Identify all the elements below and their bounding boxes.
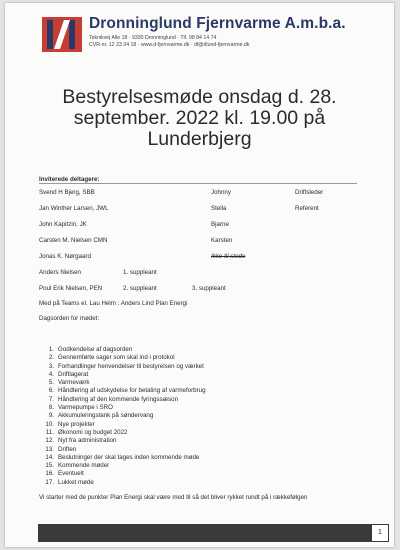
agenda-heading: Dagsorden for mødet: bbox=[39, 315, 100, 322]
suppleant-name: Poul Erik Nielsen, PEN bbox=[39, 285, 103, 292]
attendee-absent-note: Ikke til stede bbox=[211, 253, 246, 260]
meeting-title-line1: Bestyrelsesmøde onsdag d. 28. bbox=[62, 86, 337, 108]
attendee-role: Driftsleder bbox=[295, 189, 324, 196]
footer-bar bbox=[38, 524, 371, 542]
suppleant-name: Anders Nielsen bbox=[39, 269, 81, 276]
company-name: Dronninglund Fjernvarme A.m.b.a. bbox=[89, 15, 346, 32]
company-address: Teknikvej Alle 18 · 9330 Dronninglund · Tlf. 98 84 14 74 bbox=[89, 35, 217, 41]
teams-participants: Med på Teams el. Lau Helm : Anders Lind Plan Energi bbox=[39, 300, 188, 307]
document-page: Dronninglund Fjernvarme A.m.b.a. Teknikvej Alle 18 · 9330 Dronninglund · Tlf. 98 84 14 74 CVR-nr. 12 23 34 18 · www.d-fjernvarme.dk · df@dlund-fjernvarme.dk Bestyrelsesmøde onsdag d. 28. september. 2022 kl. 19.00 på Lunderbjerg Inviterede deltagere: Svend H Bjerg, SBB Johnny Driftsleder Jan Winther Larsen, JWL Stella Referent John Kapitzin, JK Bjarne Carsten M. Nielsen CMN Karsten Jonas K. Nørgaard Ikke til stede Anders Nielsen 1. suppleant Poul Erik Nielsen, PEN 2. suppleant 3. suppleant Med på Teams el. Lau Helm : Anders Lind Plan Energi Dagsorden for mødet: 1. Godkendelse af dagsorden 2. Gennemførte sager som skal ind i protokol 3. Forhandlinger henvendelser til bestyrelsen og værket 4. Driftlagerat 5. Varmeværk 6. Håndtering af udskydelse for betaling af varmeforbrug 7. Håndtering af den kommende fyringssæson 8. Varmepumpe i SRO 9. Akkumuleringstank på søndervang 10. Nye projekter 11. Økonomi og budget 2022 12. Nyt fra administration 13. Driften 14. Beslutninger der skal tages inden kommende møde 15. Kommende møder 16. Eventuelt 17. Lukket møde Vi starter med de punkter Plan Energi skal være med til så det bliver rykket rundt på i rækkefølgen 1 bbox=[5, 3, 394, 547]
company-logo bbox=[42, 17, 82, 52]
page-number: 1 bbox=[371, 524, 389, 542]
suppleant-role: 1. suppleant bbox=[123, 269, 157, 276]
attendee-staff: Johnny bbox=[211, 189, 231, 196]
attendee-name: John Kapitzin, JK bbox=[39, 221, 87, 228]
suppleant-role: 2. suppleant bbox=[123, 285, 157, 292]
attendee-name: Svend H Bjerg, SBB bbox=[39, 189, 95, 196]
agenda-closing-note: Vi starter med de punkter Plan Energi skal være med til så det bliver rykket rundt på i rækkefølgen bbox=[39, 494, 308, 501]
meeting-title-line3: Lunderbjerg bbox=[147, 128, 252, 150]
attendee-staff: Stella bbox=[211, 205, 227, 212]
attendee-name: Carsten M. Nielsen CMN bbox=[39, 237, 108, 244]
section-divider bbox=[39, 183, 357, 184]
attendees-heading: Inviterede deltagere: bbox=[39, 176, 100, 183]
suppleant-role: 3. suppleant bbox=[192, 285, 226, 292]
attendee-staff: Karsten bbox=[211, 237, 233, 244]
meeting-title-line2: september. 2022 kl. 19.00 på bbox=[73, 107, 326, 129]
attendee-staff: Bjarne bbox=[211, 221, 229, 228]
attendee-name: Jonas K. Nørgaard bbox=[39, 253, 91, 260]
attendee-role: Referent bbox=[295, 205, 319, 212]
attendee-name: Jan Winther Larsen, JWL bbox=[39, 205, 109, 212]
company-contact: CVR-nr. 12 23 34 18 · www.d-fjernvarme.dk · df@dlund-fjernvarme.dk bbox=[89, 42, 250, 48]
